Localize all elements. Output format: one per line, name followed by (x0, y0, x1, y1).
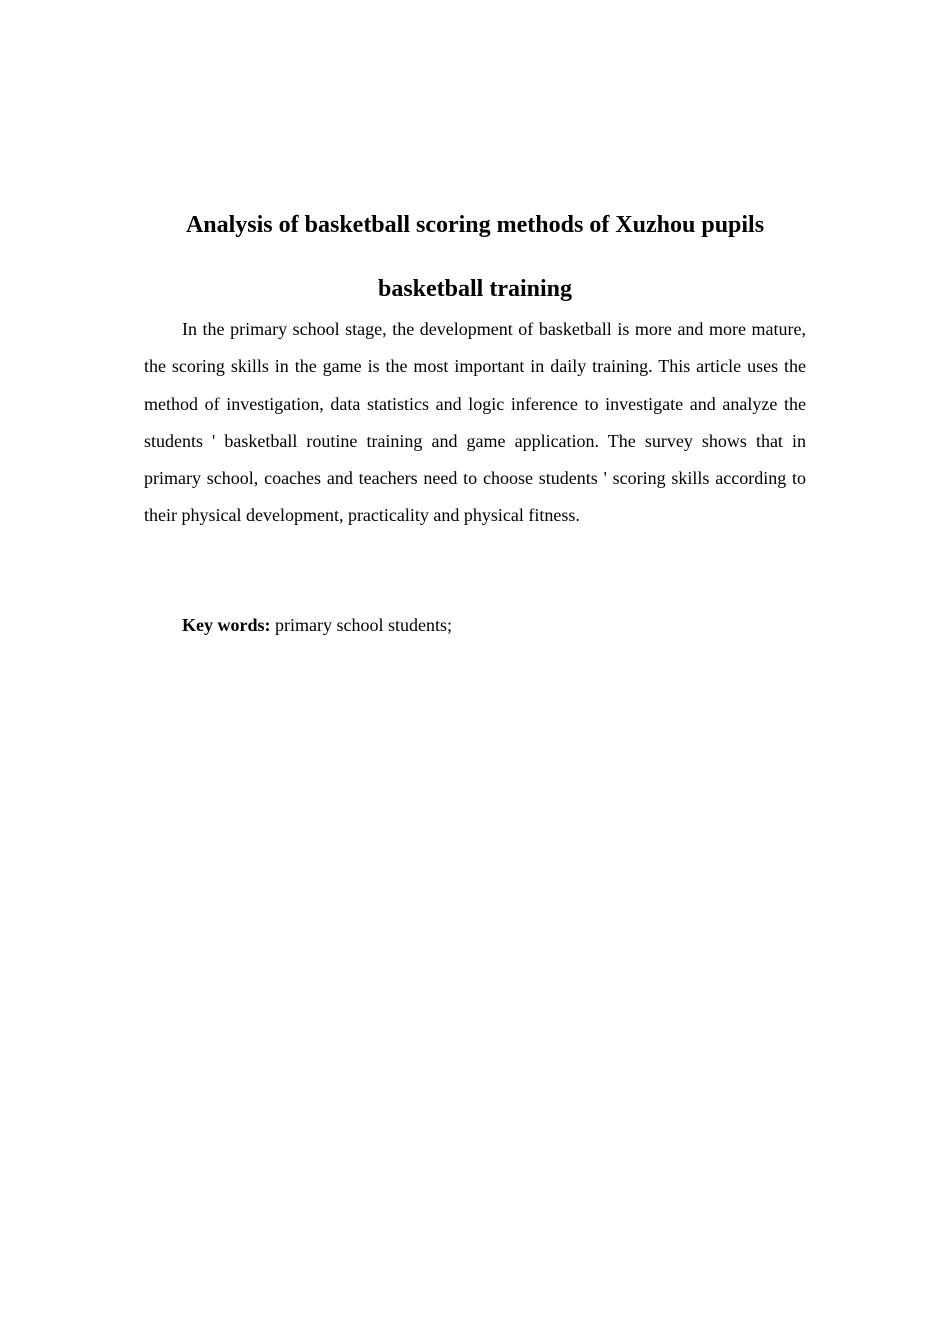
keywords-value: primary school students; (275, 615, 452, 635)
paper-title (144, 193, 806, 321)
paper-title-line-1: Analysis of basketball scoring methods of Xuzhou pupils (185, 212, 765, 238)
paper-title-line-2: basketball training (377, 276, 573, 302)
abstract-paragraph: In the primary school stage, the development of basketball is more and more mature, the scoring skills in the game is the most important in daily training. This article uses the method of investigation, data statistics and logic inference to investigate and analyze the students ' basketball routine training and game application. The survey shows that in primary school, coaches and teachers need to choose students ' scoring skills according to their physical development, practicality and physical fitness. (144, 319, 806, 526)
keywords-line (144, 607, 806, 644)
keywords-label: Key words: (182, 615, 271, 635)
